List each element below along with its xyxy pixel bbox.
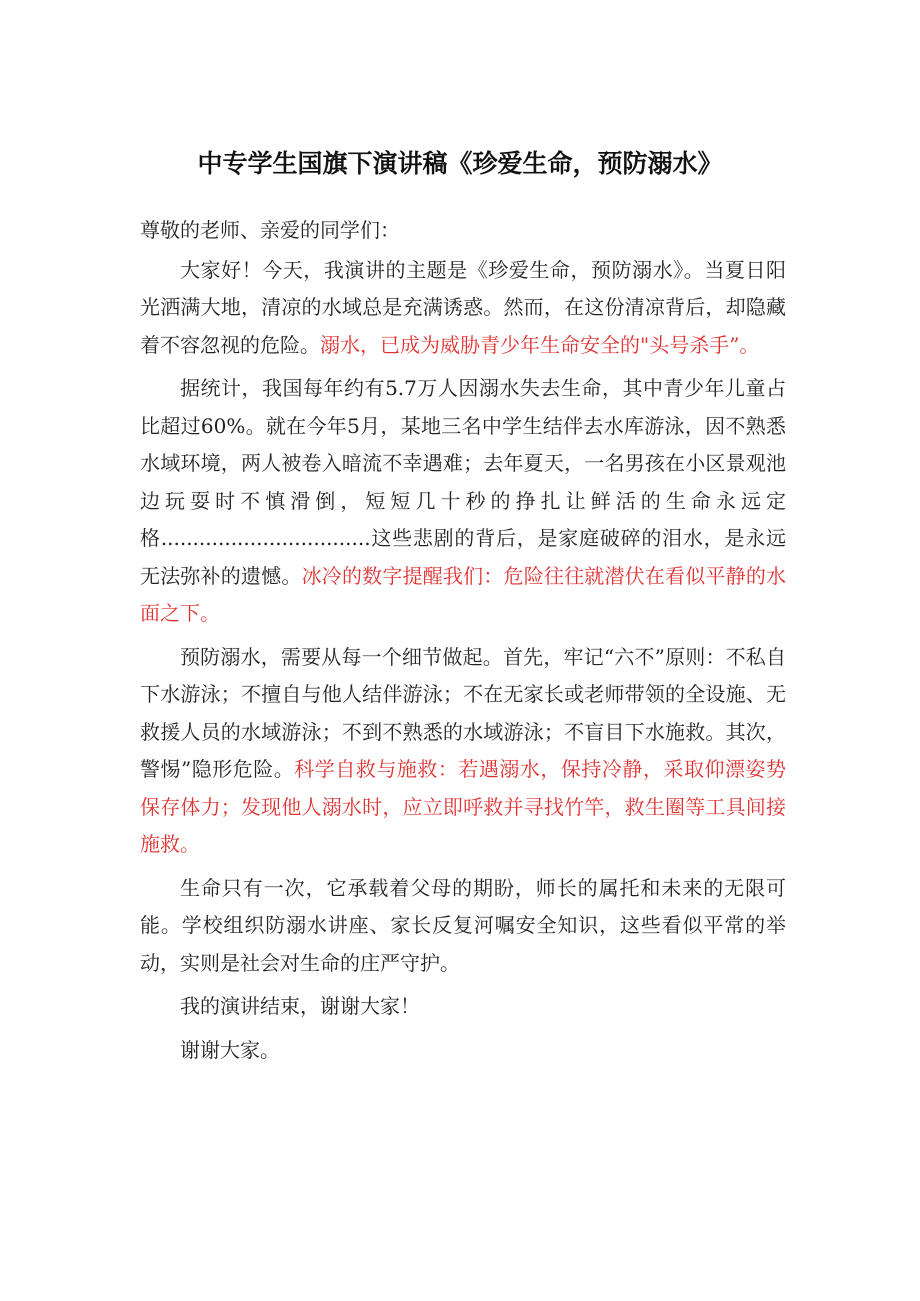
paragraph-life: 生命只有一次，它承载着父母的期盼，师长的属托和未来的无限可能。学校组织防溺水讲座、家长反复河嘱安全知识，这些看似平常的举动，实则是社会对生命的庄严守护。 — [140, 875, 786, 975]
closing-line-2: 谢谢大家。 — [180, 1037, 280, 1062]
paragraph-prevention — [140, 639, 786, 864]
paragraph-intro-highlight: 溺水，已成为威胁青少年生命安全的"头号杀手”。 — [320, 332, 760, 357]
salutation: 尊敬的老师、亲爱的同学们： — [140, 218, 400, 242]
paragraph-statistics-highlight: 冰冷的数字提醒我们：危险往往就潜伏在看似平静的水面之下。 — [140, 563, 787, 625]
paragraph-statistics — [140, 370, 786, 633]
closing-line-1: 我的演讲结束，谢谢大家！ — [180, 994, 420, 1018]
paragraph-intro-text: 大家好！今天，我演讲的主题是《珍爱生命，预防溺水》。当夏日阳光洒满大地，清凉的水域总是充满诱惑。然而，在这份清凉背后，却隐藏着不容忽视的危险。 — [140, 257, 786, 357]
paragraph-statistics-text: 据统计，我国每年约有5.7万人因溺水失去生命，其中青少年儿童占比超过60%。就在今年5月，某地三名中学生结伴去水库游泳，因不熟悉水域环境，两人被卷入暗流不幸遇难；去年夏天，一名男孩在小区景观池边玩耍时不慎滑倒，短短几十秒的挣扎让鲜活的生命永远定格.................................这些悲剧的背后，是家庭破碎的泪水，是永远无法弥补的遗憾。 — [140, 376, 786, 588]
paragraph-prevention-text: 预防溺水，需要从每一个细节做起。首先，牢记“六不”原则：不私自下水游泳；不擅自与他人结伴游泳；不在无家长或老师带领的全设施、无救援人员的水域游泳；不到不熟悉的水域游泳；不盲目下水施救。其次，警惕”隐形危险。 — [140, 644, 786, 781]
paragraph-prevention-highlight: 科学自救与施救：若遇溺水，保持冷静，采取仰漂姿势保存体力；发现他人溺水时，应立即呼救并寻找竹竿，救生圈等工具间接施救。 — [140, 757, 786, 856]
document-body — [140, 212, 786, 1075]
paragraph-intro — [140, 252, 786, 365]
document-title: 中专学生国旗下演讲稿《珍爱生命，预防溺水》 — [197, 149, 723, 178]
